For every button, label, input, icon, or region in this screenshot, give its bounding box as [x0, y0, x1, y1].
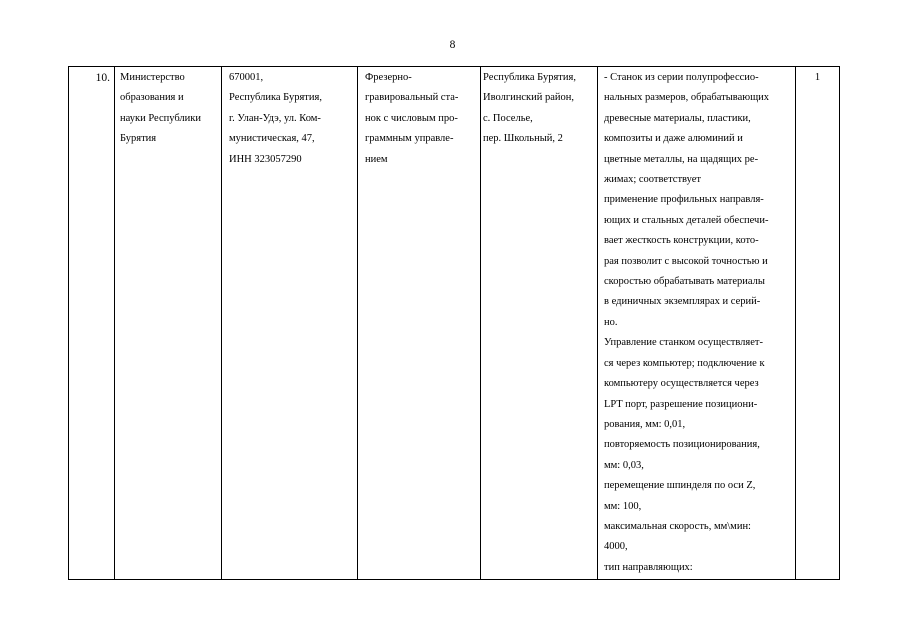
item-name-line: нок с числовым про-: [365, 112, 458, 124]
row-number: 10.: [95, 72, 110, 84]
description-line: ющих и стальных деталей обеспечи-: [604, 214, 769, 226]
description-line: цветные металлы, на щадящих ре-: [604, 153, 759, 165]
organization-text: [115, 67, 221, 150]
row-number-cell: [69, 67, 115, 580]
address-line: ИНН 323057290: [229, 153, 302, 165]
description-line: LPT порт, разрешение позициони-: [604, 398, 758, 410]
item-name-cell: [358, 67, 481, 580]
organization-cell: [115, 67, 222, 580]
address-line: Республика Бурятия,: [229, 92, 322, 104]
table-row: [69, 67, 840, 580]
description-line: применение профильных направля-: [604, 194, 764, 206]
description-line: жимах; соответствует: [604, 174, 701, 186]
quantity-value: 1: [814, 72, 821, 83]
item-name-line: гравировальный ста-: [365, 92, 459, 104]
address-text: [222, 67, 357, 170]
item-name-line: граммным управле-: [365, 133, 454, 145]
description-line: 4000,: [604, 541, 628, 553]
description-line: компьютеру осуществляется через: [604, 378, 759, 390]
description-line: рая позволит с высокой точностью и: [604, 255, 768, 267]
location-line: Республика Бурятия,: [483, 72, 576, 83]
organization-line: науки Республики: [120, 112, 202, 124]
description-line: вает жесткость конструкции, кото-: [604, 235, 759, 247]
description-line: но.: [604, 316, 618, 328]
description-line: Управление станком осуществляет-: [604, 337, 764, 349]
equipment-table: [68, 66, 840, 580]
item-name-text: [358, 67, 480, 170]
location-line: с. Поселье,: [483, 112, 533, 124]
description-line: - Станок из серии полупрофессио-: [604, 72, 759, 83]
description-line: перемещение шпинделя по оси Z,: [604, 480, 756, 492]
address-line: мунистическая, 47,: [229, 133, 315, 145]
organization-line: Министерство: [120, 72, 185, 83]
description-line: максимальная скорость, мм\мин:: [604, 520, 751, 532]
item-name-line: Фрезерно-: [365, 72, 412, 83]
description-line: композиты и даже алюминий и: [604, 133, 743, 145]
description-line: рования, мм: 0,01,: [604, 418, 686, 430]
item-name-line: нием: [365, 153, 388, 165]
description-cell: [598, 67, 796, 580]
location-text: [481, 67, 597, 150]
description-line: ся через компьютер; подключение к: [604, 357, 765, 369]
address-cell: [222, 67, 358, 580]
location-line: пер. Школьный, 2: [483, 133, 563, 145]
description-line: тип направляющих:: [604, 561, 693, 573]
description-line: нальных размеров, обрабатывающих: [604, 92, 770, 104]
description-line: скоростью обрабатывать материалы: [604, 276, 765, 288]
location-line: Иволгинский район,: [483, 92, 575, 104]
location-cell: [481, 67, 598, 580]
description-line: в единичных экземплярах и серий-: [604, 296, 761, 308]
description-text: [598, 67, 795, 578]
description-line: мм: 0,03,: [604, 459, 644, 471]
description-line: древесные материалы, пластики,: [604, 112, 751, 124]
description-line: мм: 100,: [604, 500, 642, 512]
organization-line: образования и: [120, 92, 184, 104]
organization-line: Бурятия: [120, 133, 157, 145]
quantity-cell: [796, 67, 840, 580]
address-line: 670001,: [229, 72, 264, 83]
description-line: повторяемость позиционирования,: [604, 439, 760, 451]
address-line: г. Улан-Удэ, ул. Ком-: [229, 112, 321, 124]
page-number: 8: [449, 39, 456, 51]
